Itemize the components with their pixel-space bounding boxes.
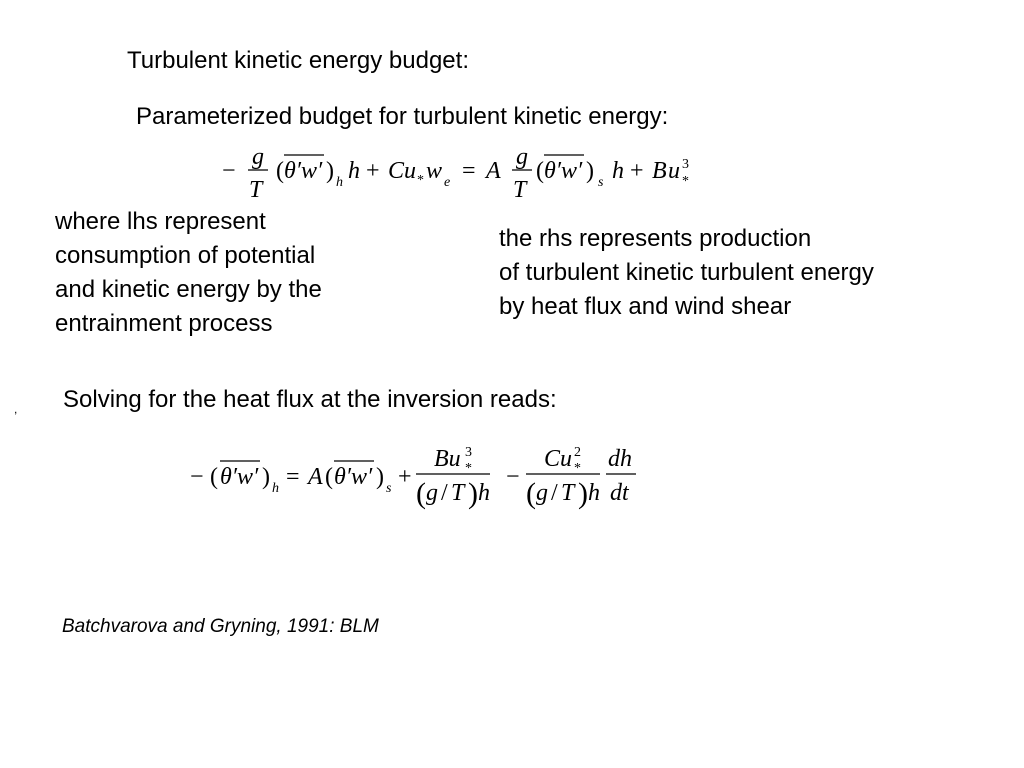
eq2-slash: /	[441, 480, 448, 506]
eq1-close2: )	[586, 158, 594, 184]
eq1-A: A	[486, 158, 501, 184]
eq2-T: T	[451, 480, 465, 506]
eq1-g2: g	[516, 144, 528, 170]
eq2-theta-w: θ′w′	[220, 464, 259, 490]
heat-flux-equation	[190, 440, 640, 516]
eq2-star: *	[465, 461, 472, 476]
eq2-lparen: (	[416, 477, 426, 510]
eq1-u2: u	[668, 158, 680, 184]
eq2-rparen: )	[468, 477, 478, 510]
eq2-star2: *	[574, 461, 581, 476]
eq1-cube: 3	[682, 157, 689, 172]
eq2-rparen2: )	[578, 477, 588, 510]
eq1-plus: +	[366, 158, 380, 184]
rhs-line: of turbulent kinetic turbulent energy	[499, 259, 874, 286]
eq1-B: B	[652, 158, 667, 184]
eq1-T2: T	[513, 177, 527, 203]
eq2-slash2: /	[551, 480, 558, 506]
eq1-star2: *	[682, 174, 689, 189]
eq2-T2: T	[561, 480, 575, 506]
eq2-h: h	[478, 480, 490, 506]
eq1-minus: −	[222, 158, 236, 184]
eq1-w: w	[426, 158, 443, 184]
eq1-open: (	[276, 158, 284, 184]
eq1-theta-w2: θ′w′	[544, 158, 583, 184]
eq1-open2: (	[536, 158, 544, 184]
eq2-close: )	[262, 464, 270, 490]
lhs-explanation	[55, 205, 322, 341]
eq2-g: g	[426, 480, 438, 506]
eq2-minus2: −	[506, 464, 520, 490]
eq2-Bu: Bu	[434, 446, 461, 472]
citation: Batchvarova and Gryning, 1991: BLM	[62, 616, 379, 637]
eq2-dh: dh	[608, 446, 632, 472]
eq2-h2: h	[588, 480, 600, 506]
lhs-line: where lhs represent	[55, 208, 266, 235]
eq1-T: T	[249, 177, 263, 203]
eq1-close: )	[326, 158, 334, 184]
eq2-dt: dt	[610, 480, 629, 506]
rhs-line: by heat flux and wind shear	[499, 293, 792, 320]
eq2-sub-s: s	[386, 481, 392, 496]
eq2-open: (	[210, 464, 218, 490]
eq2-equals: =	[286, 464, 300, 490]
eq2-open2: (	[325, 464, 333, 490]
eq2-lparen2: (	[526, 477, 536, 510]
budget-heading: Parameterized budget for turbulent kinetic energy:	[136, 103, 669, 130]
stray-comma: ,	[14, 402, 18, 416]
eq1-C: C	[388, 158, 405, 184]
solving-heading: Solving for the heat flux at the inversion reads:	[63, 386, 557, 413]
eq1-g: g	[252, 144, 264, 170]
eq2-plus: +	[398, 464, 412, 490]
eq2-g2: g	[536, 480, 548, 506]
eq2-cube: 3	[465, 445, 472, 460]
slide-title: Turbulent kinetic energy budget:	[127, 47, 469, 74]
eq1-equals: =	[462, 158, 476, 184]
lhs-line: and kinetic energy by the	[55, 276, 322, 303]
eq2-square: 2	[574, 445, 581, 460]
eq2-theta-w2: θ′w′	[334, 464, 373, 490]
eq1-theta-w: θ′w′	[284, 158, 323, 184]
lhs-line: consumption of potential	[55, 242, 316, 269]
eq1-sub-s: s	[598, 175, 604, 190]
lhs-line: entrainment process	[55, 310, 273, 337]
eq1-sub-h: h	[336, 175, 343, 190]
eq1-h2: h	[612, 158, 624, 184]
eq2-sub-h: h	[272, 481, 279, 496]
eq2-close2: )	[376, 464, 384, 490]
eq2-minus: −	[190, 464, 204, 490]
eq1-u: u	[404, 158, 416, 184]
budget-equation	[222, 142, 702, 204]
eq1-plus2: +	[630, 158, 644, 184]
eq2-Cu: Cu	[544, 446, 573, 472]
eq2-A: A	[308, 464, 323, 490]
rhs-explanation	[499, 222, 874, 324]
eq1-sub-e: e	[444, 175, 451, 190]
eq1-star: *	[417, 173, 424, 188]
rhs-line: the rhs represents production	[499, 225, 812, 252]
eq1-h: h	[348, 158, 360, 184]
